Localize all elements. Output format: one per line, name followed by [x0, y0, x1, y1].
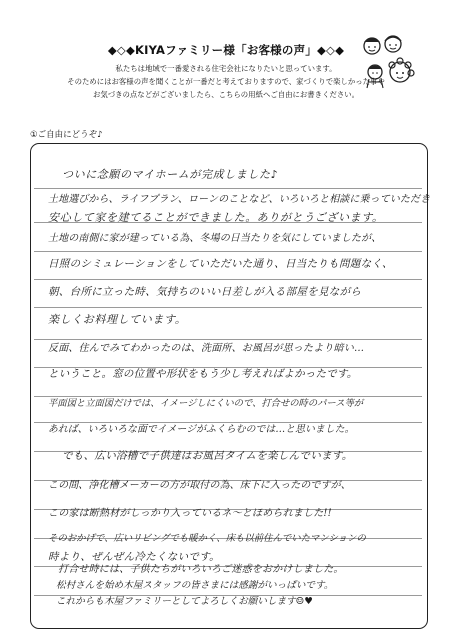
handwritten-line: 松村さんを始め木屋スタッフの皆さまには感謝がいっぱいです。	[56, 580, 334, 591]
title-decoration-right: ◆◇◆	[317, 43, 345, 57]
handwritten-line: 打合せ時には、子供たちがいろいろご迷惑をおかけしました。	[58, 564, 344, 575]
intro-line: お気づきの点などがございましたら、こちらの用紙へご自由にお書きください。	[92, 90, 360, 99]
title-text: KIYAファミリー様「お客様の声」	[135, 43, 317, 57]
ruled-line	[34, 279, 422, 280]
handwritten-line: 日照のシミュレーションをしていただいた通り、日当たりも問題なく、	[48, 258, 393, 270]
intro-line: そのためにはお客様の声を聞くことが一番だと考えておりますので、家づくりで楽しかった事や	[67, 77, 385, 86]
handwritten-line: ということ。窓の位置や形状をもう少し考えればよかったです。	[48, 368, 358, 380]
closing-lines	[56, 578, 416, 610]
handwritten-line: ついに念願のマイホームが完成しました♪	[62, 168, 279, 181]
handwritten-line: 土地選びから、ライフプラン、ローンのことなど、いろいろと相談に乗っていただき	[48, 194, 431, 205]
handwritten-line: あれば、いろいろな面でイメージがふくらむのでは…と思いました。	[48, 424, 355, 435]
ruled-line	[34, 251, 422, 252]
handwritten-line: 安心して家を建てることができました。ありがとうございます。	[48, 211, 384, 224]
ruled-line	[34, 307, 422, 308]
handwritten-line: この間、浄化槽メーカーの方が取付の為、床下に入ったのですが、	[48, 480, 351, 491]
handwritten-line: 朝、台所に立った時、気持ちのいい日差しが入る部屋を見ながら	[48, 286, 362, 298]
handwritten-line: 反面、住んでみてわかったのは、洗面所、お風呂が思ったより暗い…	[48, 343, 365, 354]
intro-text	[0, 62, 452, 101]
handwritten-line: 平面図と立面図だけでは、イメージしにくいので、打合せの時のパース等が	[48, 398, 364, 409]
title-decoration-left: ◆◇◆	[107, 43, 135, 57]
ruled-line	[34, 188, 422, 189]
intro-line: 私たちは地域で一番愛される住宅会社になりたいと思っています。	[115, 64, 337, 73]
handwritten-line: 土地の南側に家が建っている為、冬場の日当たりを気にしていましたが、	[48, 233, 382, 244]
handwritten-line: 時より、ぜんぜん冷たくないです。	[48, 551, 220, 563]
handwritten-line: これからも木屋ファミリーとしてよろしくお願いします☺♥	[56, 596, 313, 607]
form-prompt: ①ご自由にどうぞ♪	[30, 130, 103, 140]
handwritten-line: そのおかげで、広いリビングでも暖かく、床も以前住んでいたマンションの	[48, 533, 366, 544]
handwritten-line: でも、広い浴槽で子供達はお風呂タイムを楽しんでいます。	[62, 450, 353, 462]
handwritten-line: この家は断熱材がしっかり入っているネ〜とほめられました!!	[48, 508, 332, 519]
handwritten-line: 楽しくお料理しています。	[48, 313, 187, 326]
